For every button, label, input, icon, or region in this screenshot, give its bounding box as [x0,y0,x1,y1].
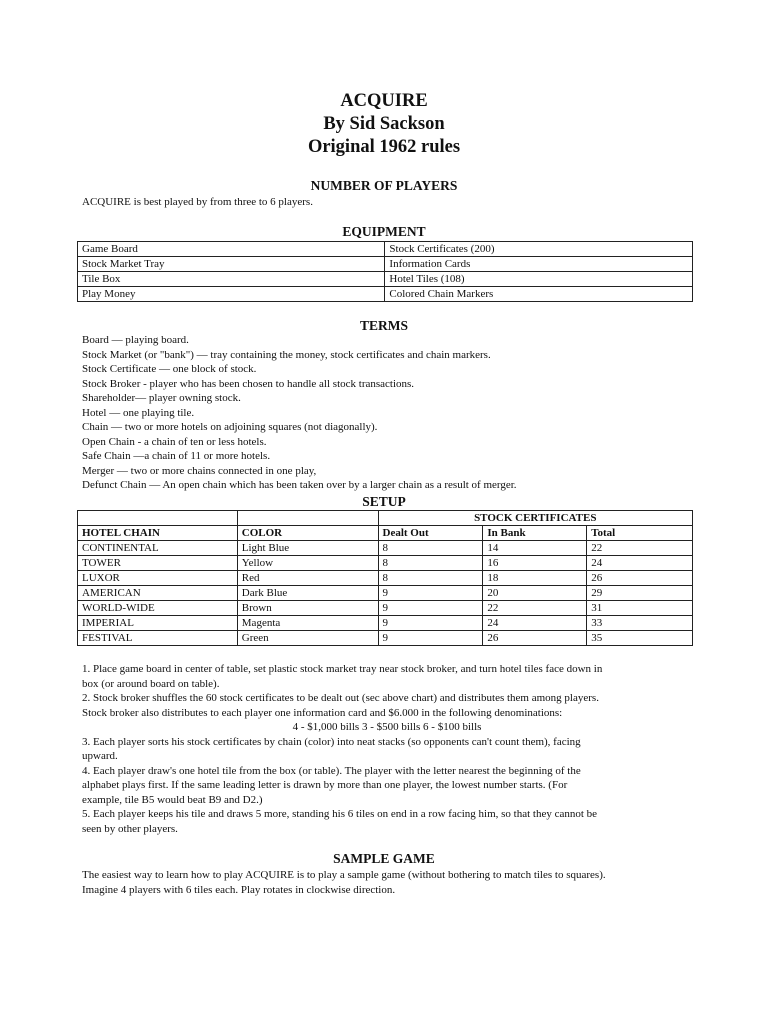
equipment-row [78,272,693,287]
setup-cell: 8 [378,571,483,586]
setup-instructions [82,662,692,836]
setup-cell: FESTIVAL [78,631,238,646]
term-line: Open Chain - a chain of ten or less hotels. [82,435,267,448]
setup-row [78,571,693,586]
equipment-cell: Hotel Tiles (108) [385,272,693,287]
setup-cell: Yellow [237,556,378,571]
players-text [82,195,692,210]
setup-cell: Dark Blue [237,586,378,601]
setup-instruction-line: 5. Each player keeps his tile and draws 5 more, standing his 6 tiles on end in a row facing him, so that they cannot be [82,808,598,820]
setup-column-header: Total [587,526,693,541]
setup-cell: 26 [483,631,587,646]
setup-instruction-line: upward. [82,750,118,762]
title-block [0,90,768,159]
setup-group-header-row [78,511,693,526]
setup-heading: SETUP [362,494,406,509]
setup-cell: CONTINENTAL [78,541,238,556]
term-line: Stock Certificate — one block of stock. [82,363,257,375]
sample-heading: SAMPLE GAME [333,851,435,866]
setup-instruction-line: seen by other players. [82,822,178,835]
setup-column-header: COLOR [237,526,378,541]
setup-cell: 8 [378,541,483,556]
setup-cell: 33 [587,616,693,631]
setup-cell: Green [237,631,378,646]
term-line: Board — playing board. [82,334,189,346]
setup-cell: WORLD-WIDE [78,601,238,616]
equipment-row [78,287,693,302]
setup-instruction-line: 4 - $1,000 bills 3 - $500 bills 6 - $100 bills [292,721,482,733]
setup-cell: TOWER [78,556,238,571]
term-line: Shareholder— player owning stock. [82,392,241,404]
setup-cell: LUXOR [78,571,238,586]
setup-cell: IMPERIAL [78,616,238,631]
setup-instruction-line: example, tile B5 would beat B9 and D2.) [82,793,263,806]
equipment-cell: Stock Certificates (200) [385,242,693,257]
setup-cell: 8 [378,556,483,571]
setup-cell: AMERICAN [78,586,238,601]
setup-instruction-line: alphabet plays first. If the same leading letter is drawn by more than one player, the lowest number starts. (For [82,779,568,791]
setup-cell: Red [237,571,378,586]
term-line: Stock Market (or "bank") — tray containing the money, stock certificates and chain markers. [82,348,491,361]
setup-column-header: HOTEL CHAIN [78,526,238,541]
equipment-cell: Stock Market Tray [78,257,385,272]
setup-column-header: Dealt Out [378,526,483,541]
players-heading: NUMBER OF PLAYERS [310,178,458,193]
setup-cell: 31 [587,601,693,616]
terms-heading: TERMS [359,318,408,333]
equipment-cell: Game Board [78,242,385,257]
equipment-row [78,242,693,257]
term-line: Defunct Chain — An open chain which has been taken over by a larger chain as a result of merger. [82,479,517,491]
setup-instruction-line: 2. Stock broker shuffles the 60 stock certificates to be dealt out (sec above chart) and distributes them among players. [82,692,599,704]
terms-list [82,333,692,493]
document-title: ACQUIRE [340,91,428,111]
setup-cell: Magenta [237,616,378,631]
setup-instruction-line: 4. Each player draw's one hotel tile from the box (or table). The player with the letter nearest the beginning of the [82,764,581,777]
setup-group-empty-cell [237,511,378,526]
setup-cell: 9 [378,631,483,646]
setup-cell: 35 [587,631,693,646]
setup-group-empty-cell [78,511,238,526]
setup-column-header: In Bank [483,526,587,541]
sample-line: The easiest way to learn how to play ACQUIRE is to play a sample game (without bothering to match tiles to squares). [82,869,606,881]
setup-cell: 26 [587,571,693,586]
term-line: Safe Chain —a chain of 11 or more hotels. [82,450,271,462]
setup-instruction-line: Stock broker also distributes to each player one information card and $6.000 in the following denominations: [82,706,563,719]
equipment-heading: EQUIPMENT [342,224,426,239]
equipment-cell: Tile Box [78,272,385,287]
document-author: By Sid Sackson [323,114,445,134]
setup-instruction-line: box (or around board on table). [82,677,220,690]
term-line: Merger — two or more chains connected in one play, [82,464,317,477]
equipment-cell: Colored Chain Markers [385,287,693,302]
document-subtitle: Original 1962 rules [307,137,461,157]
setup-cell: 29 [587,586,693,601]
equipment-table [77,241,693,302]
setup-cell: 22 [587,541,693,556]
sample-text [82,868,692,897]
setup-row [78,586,693,601]
term-line: Hotel — one playing tile. [82,406,195,419]
setup-cell: Light Blue [237,541,378,556]
term-line: Chain — two or more hotels on adjoining squares (not diagonally). [82,421,378,433]
sample-line: Imagine 4 players with 6 tiles each. Play rotates in clockwise direction. [82,883,396,896]
setup-cell: 24 [483,616,587,631]
setup-cell: 20 [483,586,587,601]
setup-cell: Brown [237,601,378,616]
term-line: Stock Broker - player who has been chosen to handle all stock transactions. [82,377,415,390]
setup-cell: 22 [483,601,587,616]
setup-row [78,616,693,631]
setup-row [78,556,693,571]
setup-cell: 9 [378,616,483,631]
players-text-line: ACQUIRE is best played by from three to 6 players. [82,196,313,208]
setup-cell: 24 [587,556,693,571]
setup-header-row [78,526,693,541]
setup-instruction-line: 1. Place game board in center of table, set plastic stock market tray near stock broker, and turn hotel tiles face down in [82,663,603,675]
setup-cell: 9 [378,601,483,616]
setup-cell: 14 [483,541,587,556]
equipment-cell: Information Cards [385,257,693,272]
setup-row [78,631,693,646]
equipment-cell: Play Money [78,287,385,302]
equipment-row [78,257,693,272]
setup-group-header: STOCK CERTIFICATES [378,511,692,526]
setup-instruction-line: 3. Each player sorts his stock certificates by chain (color) into neat stacks (so opponents can't count them), facing [82,735,581,748]
setup-row [78,601,693,616]
setup-cell: 9 [378,586,483,601]
setup-row [78,541,693,556]
setup-cell: 16 [483,556,587,571]
setup-cell: 18 [483,571,587,586]
setup-table [77,510,693,646]
